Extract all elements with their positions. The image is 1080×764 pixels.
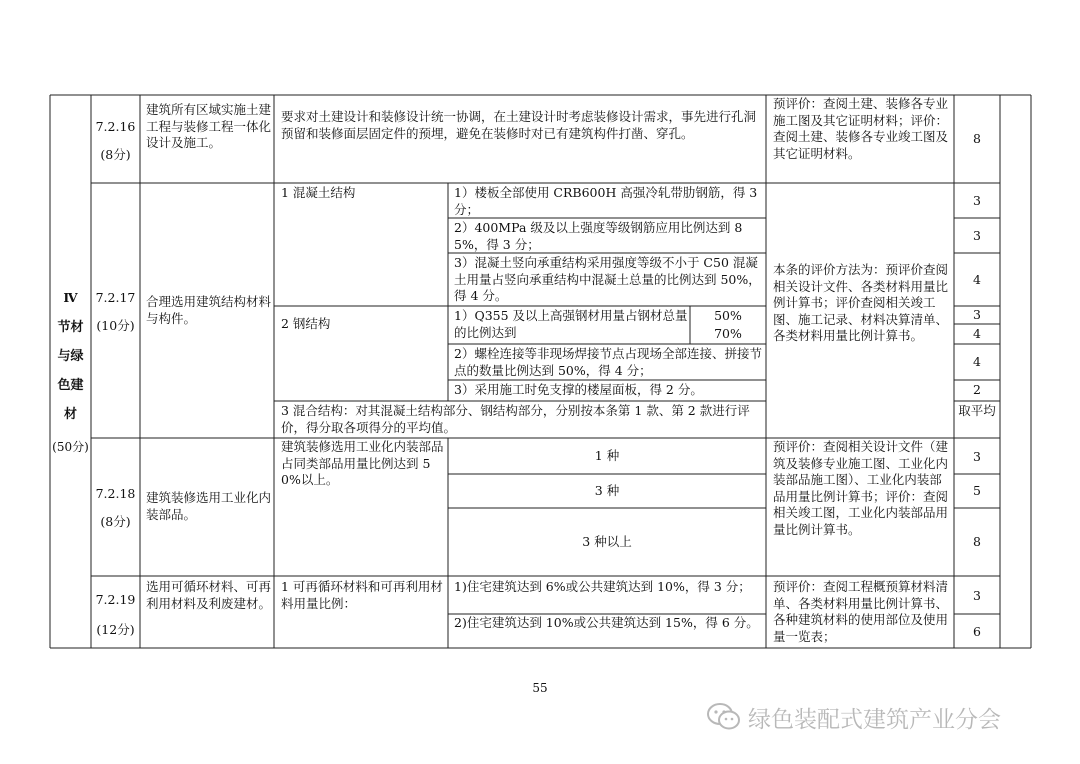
criterion-detail: 1）Q355 及以上高强钢材用量占钢材总量的比例达到: [454, 308, 688, 340]
watermark: [706, 700, 1001, 734]
section-title-3: 色建: [57, 378, 84, 393]
section-roman: Ⅳ: [63, 290, 78, 305]
criterion-steel: 2 钢结构: [281, 316, 331, 331]
points: 3: [973, 307, 981, 322]
item-number: 7.2.17: [95, 290, 136, 305]
threshold-value: 50%: [714, 308, 742, 323]
item-number: 7.2.18: [95, 486, 136, 501]
item-name: 合理选用建筑结构材料与构件。: [146, 294, 272, 326]
points: 3: [973, 228, 981, 243]
points: 4: [973, 354, 981, 369]
points: 3: [973, 588, 981, 603]
tier-label: 3 种: [594, 483, 620, 498]
points: 3: [973, 449, 981, 464]
page-number: 55: [532, 681, 548, 695]
item-name: 建筑装修选用工业化内装部品。: [146, 490, 272, 522]
threshold-value: 70%: [714, 326, 742, 341]
points: 4: [973, 272, 981, 287]
criterion-detail: 2)住宅建筑达到 10%或公共建筑达到 15%，得 6 分。: [454, 615, 759, 630]
section-score: (50分): [52, 440, 89, 454]
item-score: (10分): [96, 318, 135, 333]
points: 4: [973, 326, 981, 341]
points: 5: [973, 483, 981, 498]
section-title-2: 与绿: [57, 349, 84, 364]
points: 8: [973, 131, 981, 146]
item-requirement: 建筑装修选用工业化内装部品占同类部品用量比例达到 50%以上。: [281, 439, 444, 487]
criterion-mixed: 3 混合结构：对其混凝土结构部分、钢结构部分，分别按本条第 1 款、第 2 款进行评价，得分取各项得分的平均值。: [281, 403, 750, 435]
item-number: 7.2.19: [95, 592, 136, 607]
points: 2: [973, 382, 981, 397]
item-score: (8分): [100, 147, 131, 162]
section-title-4: 材: [63, 407, 77, 422]
item-requirement: 要求对土建设计和装修设计统一协调，在土建设计时考虑装修设计需求，事先进行孔洞预留和装修面层固定件的预埋，避免在装修时对已有建筑构件打凿、穿孔。: [281, 109, 757, 141]
item-score: (8分): [100, 514, 131, 529]
criterion-detail: 1）楼板全部使用 CRB600H 高强冷轧带肋钢筋，得 3 分；: [454, 185, 758, 217]
evaluation-method: 预评价：查阅工程概预算材料清单、各类材料用量比例计算书、各种建筑材料的使用部位及使用量一览表；: [773, 579, 949, 644]
criterion-concrete: 1 混凝土结构: [281, 185, 356, 200]
item-number: 7.2.16: [95, 119, 136, 134]
wechat-icon: [706, 702, 742, 732]
evaluation-method: 本条的评价方法为：预评价查阅相关设计文件、各类材料用量比例计算书；评价查阅相关竣工图、施工记录、材料决算清单、各类材料用量比例计算书。: [773, 262, 949, 343]
points: 3: [973, 193, 981, 208]
criterion-detail: 3）混凝土竖向承重结构采用强度等级不小于 C50 混凝土用量占竖向承重结构中混凝土总量的比例达到 50%，得 4 分。: [454, 255, 761, 303]
criterion-detail: 2）400MPa 级及以上强度等级钢筋应用比例达到 85%，得 3 分；: [454, 220, 743, 252]
item-score: (12分): [96, 622, 135, 637]
tier-label: 1 种: [594, 448, 620, 463]
criterion-detail: 1)住宅建筑达到 6%或公共建筑达到 10%，得 3 分；: [454, 579, 751, 594]
item-name: 选用可循环材料、可再利用材料及利废建材。: [146, 579, 272, 611]
evaluation-method: 预评价：查阅土建、装修各专业施工图及其它证明材料；评价：查阅土建、装修各专业竣工图及其它证明材料。: [773, 96, 949, 161]
points: 6: [973, 624, 981, 639]
watermark-text: 绿色装配式建筑产业分会: [748, 706, 1001, 733]
tier-label: 3 种以上: [582, 534, 632, 549]
criterion-detail: 2）螺栓连接等非现场焊接节点占现场全部连接、拼接节点的数量比例达到 50%，得 4 分；: [454, 346, 762, 378]
points: 8: [973, 534, 981, 549]
section-title-1: 节材: [57, 320, 84, 335]
item-name: 建筑所有区域实施土建工程与装修工程一体化设计及施工。: [146, 102, 272, 150]
criterion-detail: 3）采用施工时免支撑的楼屋面板，得 2 分。: [454, 382, 703, 397]
evaluation-method: 预评价：查阅相关设计文件（建筑及装修专业施工图、工业化内装部品施工图）、工业化内装部品用量比例计算书；评价：查阅相关竣工图，工业化内装部品用量比例计算书。: [773, 439, 949, 537]
points-average: 取平均: [958, 403, 996, 418]
item-requirement: 1 可再循环材料和可再利用材料用量比例：: [281, 579, 443, 611]
